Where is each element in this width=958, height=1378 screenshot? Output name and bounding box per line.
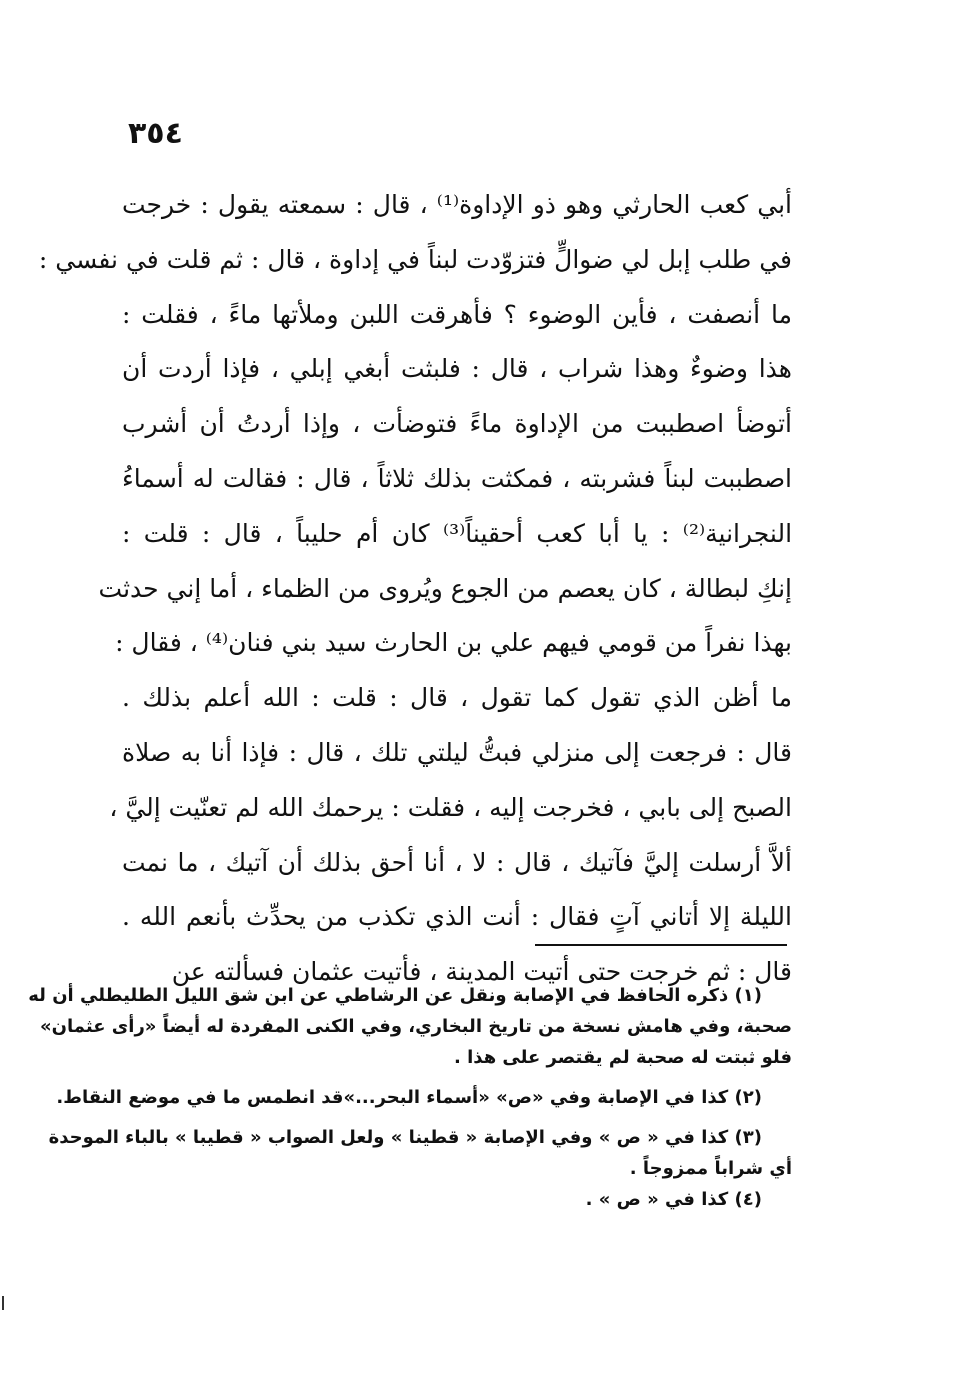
- text-line: قال : فرجعت إلى منزلي فبتُّ ليلتي تلك ، قال : فإذا أنا به صلاة: [122, 737, 792, 767]
- footnote-line: أي شراباً ممزوجاً .: [629, 1158, 792, 1179]
- text-line: اصطببت لبناً فشربته ، فمكثت بذلك ثلاثاً ، قال : فقالت له أسماءُ: [122, 463, 792, 493]
- footnote-line: (٣) كذا في « ص » وفي الإصابة « قطينا » ولعل الصواب « قطيبا » بالباء الموحدة: [48, 1127, 762, 1148]
- text-line: ألاَّ أرسلت إليَّ فآتيك ، قال : لا ، أنا أحق بذلك أن آتيك ، ما نمت: [122, 847, 792, 877]
- text-line: إنكِ لبطالة ، كان يعصم من الجوع ويُروى من الظماء ، أما إني حدثت: [98, 573, 792, 603]
- text-line: ما أنصفت ، فأين الوضوء ؟ فأهرقت اللبن وملأتها ماءً ، فقلت :: [122, 299, 792, 329]
- text-line: قال : ثم خرجت حتى أتيت المدينة ، فأتيت عثمان فسألته عن: [171, 957, 792, 987]
- text-line: في طلب إبل لي ضوالٍّ فتزوّدت لبناً في إداوة ، قال : ثم قلت في نفسي :: [38, 244, 792, 274]
- text-line: الليلة إلا أتاني آتٍ فقال : أنت الذي تكذب من يحدِّث بأنعم الله .: [122, 902, 792, 932]
- text-line: بهذا نفراً من قومي فيهم علي بن الحارث سيد بني فنان⁽⁴⁾ ، فقال :: [115, 628, 792, 658]
- footnotes: [28, 980, 792, 1215]
- footnote-line: (٢) كذا في الإصابة وفي «ص» «أسماء البحر...»قد انطمس ما في موضع النقاط.: [56, 1087, 762, 1108]
- text-line: ما أظن الذي تقول كما تقول ، قال : قلت : الله أعلم بذلك .: [122, 683, 792, 713]
- text-line: أتوضأ اصطببت من الإداوة ماءً فتوضأت ، وإذا أردتُ أن أشرب: [122, 409, 792, 439]
- text-line: الصبح إلى بابي ، فخرجت إليه ، فقلت : يرحمك الله لم تعنّيت إليَّ ،: [109, 792, 792, 822]
- footnote-separator: [535, 944, 787, 946]
- footnote-line: صحبة، وفي هامش نسخة من تاريخ البخاري، وفي الكنى المفردة له أيضاً «رأى عثمان»: [40, 1016, 792, 1037]
- main-text: [38, 178, 793, 1000]
- text-line: النجرانية⁽²⁾ : يا أبا كعب أحقيناً⁽³⁾ كان أم حليباً ، قال : قلت :: [122, 518, 793, 548]
- footnote-line: فلو ثبتت له صحبة لم يقتصر على هذا .: [454, 1047, 792, 1068]
- footnote-line: (٤) كذا في « ص » .: [585, 1189, 762, 1210]
- page-number: ٣٥٤: [128, 116, 183, 151]
- text-line: أبي كعب الحارثي وهو ذو الإداوة⁽¹⁾ ، قال : سمعته يقول : خرجت: [122, 190, 792, 219]
- text-line: هذا وضوءٌ وهذا شراب ، قال : فلبثت أبغي إبلي ، فإذا أردت أن: [122, 354, 792, 384]
- margin-mark: [2, 1296, 4, 1310]
- footnote-line: (١) ذكره الحافظ في الإصابة ونقل عن الرشاطي عن ابن شق الليل الطليطلي أن له: [28, 985, 762, 1006]
